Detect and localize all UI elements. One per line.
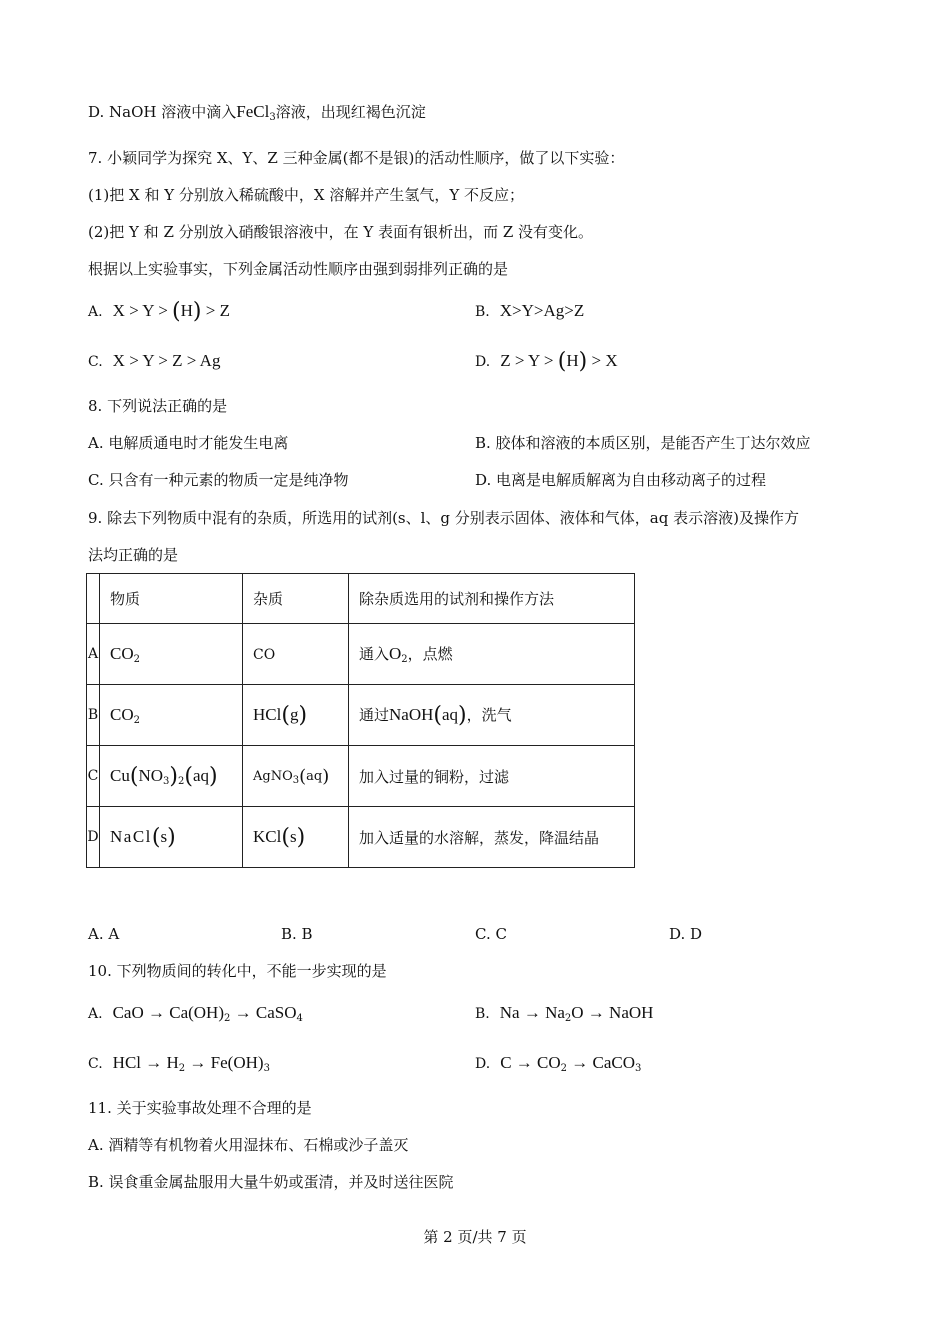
table-row — [87, 746, 635, 807]
fecl3-formula: FeCl — [236, 102, 270, 121]
q10-d-part2: → CaCO — [567, 1053, 636, 1072]
row-label: A — [87, 624, 100, 685]
q7-a-hydrogen: H — [180, 301, 193, 320]
option-label: C. — [88, 1056, 103, 1072]
method-cell: 加入适量的水溶解，蒸发，降温结晶 — [349, 807, 635, 868]
method-cell: 通过NaOH(aq)，洗气 — [349, 685, 635, 746]
page-number: 第 2 页/共 7 页 — [423, 1228, 527, 1246]
q10-option-d[interactable] — [475, 1052, 641, 1080]
substance-cell: $Cu(NO_3)_2(aq)$ — [100, 746, 243, 807]
q10-a-part2: → CaSO — [230, 1003, 297, 1022]
subscript: 2 — [223, 1013, 231, 1024]
q9-option-c[interactable]: C. C — [475, 925, 507, 943]
header-cell: 杂质 — [243, 574, 349, 624]
impurity-cell: AgNO$_3$(aq) — [243, 746, 349, 807]
subscript: 2 — [564, 1013, 572, 1024]
q10-c-part1: HCl → H — [112, 1053, 179, 1072]
q9-table — [86, 573, 635, 868]
substance-cell: $CO_2$ — [100, 685, 243, 746]
q9-stem-line-2: 法均正确的是 — [88, 546, 179, 564]
q7-d-formula-pre: Z > Y > — [500, 351, 558, 370]
q8-stem: 8. 下列说法正确的是 — [88, 397, 228, 415]
q9-option-b[interactable]: B. B — [281, 925, 313, 943]
q10-a-part1: CaO → Ca(OH) — [112, 1003, 224, 1022]
option-label: A. — [88, 304, 103, 320]
q10-d-part1: C → CO — [500, 1053, 561, 1072]
table-row — [87, 685, 635, 746]
q7-option-b[interactable] — [475, 300, 584, 323]
q10-c-part2: → Fe(OH) — [185, 1053, 264, 1072]
q11-option-a[interactable]: A. 酒精等有机物着火用湿抹布、石棉或沙子盖灭 — [88, 1136, 409, 1154]
q10-option-a[interactable] — [88, 1002, 303, 1030]
q7-a-formula-post: > Z — [201, 301, 230, 320]
option-label: A. — [88, 1006, 103, 1022]
q10-b-part2: O → NaOH — [571, 1003, 654, 1022]
impurity-cell: HCl(g) — [243, 685, 349, 746]
subscript: 3 — [263, 1063, 270, 1074]
q9-stem-line-1: 9. 除去下列物质中混有的杂质，所选用的试剂(s、l、g 分别表示固体、液体和气体，aq 表示溶液)及操作方 — [88, 509, 799, 527]
q9-option-a[interactable]: A. A — [88, 925, 120, 943]
q10-b-part1: Na → Na — [499, 1003, 565, 1022]
substance-cell: NaCl(s) — [100, 807, 243, 868]
row-label: D — [87, 807, 100, 868]
q10-stem: 10. 下列物质间的转化中，不能一步实现的是 — [88, 962, 387, 980]
subscript: 4 — [296, 1013, 303, 1024]
q7-d-formula-post: > X — [587, 351, 618, 370]
option-label: D. — [475, 1056, 491, 1072]
q6-option-d — [88, 102, 426, 128]
method-cell: 通入$O_2$，点燃 — [349, 624, 635, 685]
substance-cell: $CO_2$ — [100, 624, 243, 685]
table-row — [87, 624, 635, 685]
option-label: C. — [88, 354, 103, 370]
q7-option-c[interactable] — [88, 350, 220, 373]
subscript: 3 — [635, 1063, 642, 1074]
row-label: B — [87, 685, 100, 746]
q11-stem: 11. 关于实验事故处理不合理的是 — [88, 1099, 312, 1117]
q7-d-hydrogen: H — [566, 351, 579, 370]
q6-d-suffix: 溶液，出现红褐色沉淀 — [275, 103, 426, 121]
impurity-cell: KCl(s) — [243, 807, 349, 868]
option-label: D. — [475, 354, 491, 370]
impurity-cell: CO — [243, 624, 349, 685]
q7-option-d[interactable]: D. Z > Y > (H) > X — [475, 349, 618, 374]
table-header-row — [87, 574, 635, 624]
header-cell: 除杂质选用的试剂和操作方法 — [349, 574, 635, 624]
option-label: B. — [475, 1006, 490, 1022]
fecl3-subscript: 3 — [269, 112, 276, 123]
q7-question: 根据以上实验事实，下列金属活动性顺序由强到弱排列正确的是 — [88, 260, 509, 278]
q9-option-d[interactable]: D. D — [669, 925, 703, 943]
q7-experiment-1: (1)把 X 和 Y 分别放入稀硫酸中，X 溶解并产生氢气，Y 不反应； — [88, 186, 525, 204]
header-cell: 物质 — [100, 574, 243, 624]
q11-option-b[interactable]: B. 误食重金属盐服用大量牛奶或蛋清，并及时送往医院 — [88, 1173, 454, 1191]
q7-option-a[interactable]: A. X > Y > (H) > Z — [88, 299, 230, 324]
method-cell: 加入过量的铜粉，过滤 — [349, 746, 635, 807]
q7-experiment-2: (2)把 Y 和 Z 分别放入硝酸银溶液中，在 Y 表面有银析出，而 Z 没有变化。 — [88, 223, 594, 241]
q8-option-d[interactable]: D. 电离是电解质解离为自由移动离子的过程 — [475, 471, 767, 489]
q7-c-formula: X > Y > Z > Ag — [112, 351, 221, 370]
subscript: 2 — [178, 1063, 186, 1074]
q8-option-c[interactable]: C. 只含有一种元素的物质一定是纯净物 — [88, 471, 349, 489]
row-label: C — [87, 746, 100, 807]
q8-option-a[interactable]: A. 电解质通电时才能发生电离 — [88, 434, 289, 452]
header-cell — [87, 574, 100, 624]
q7-a-formula-pre: X > Y > — [112, 301, 173, 320]
q8-option-b[interactable]: B. 胶体和溶液的本质区别，是能否产生丁达尔效应 — [475, 434, 811, 452]
table-row — [87, 807, 635, 868]
q7-stem: 7. 小颖同学为探究 X、Y、Z 三种金属(都不是银)的活动性顺序，做了以下实验： — [88, 149, 625, 167]
q7-b-formula: X>Y>Ag>Z — [499, 301, 585, 320]
q10-option-c[interactable] — [88, 1052, 270, 1080]
q6-d-prefix: D. NaOH 溶液中滴入 — [88, 103, 237, 121]
subscript: 2 — [560, 1063, 568, 1074]
option-label: B. — [475, 304, 490, 320]
q10-option-b[interactable] — [475, 1002, 653, 1030]
